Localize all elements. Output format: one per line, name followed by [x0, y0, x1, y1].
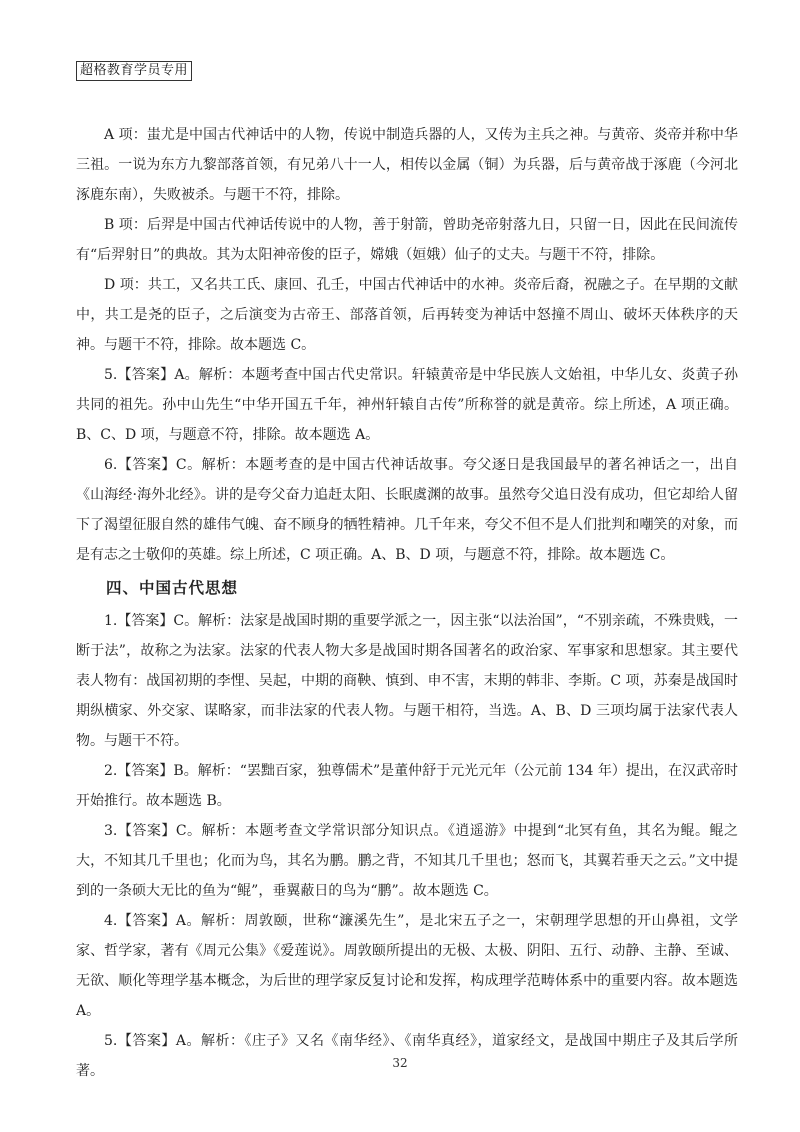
paragraph-option-b: B 项：后羿是中国古代神话传说中的人物，善于射箭，曾助尧帝射落九日，只留一日，因此在民间流传有“后羿射日”的典故。其为太阳神帝俊的臣子，嫦娥（姮娥）仙子的丈夫。与题干不符，排除。: [76, 217, 738, 263]
paragraph-answer-6: 6.【答案】C。解析：本题考查的是中国古代神话故事。夸父逐日是我国最早的著名神话之一，出自《山海经·海外北经》。讲的是夸父奋力追赶太阳、长眠虞渊的故事。虽然夸父追日没有成功，但它却给人留下了渴望征服自然的雄伟气魄、奋不顾身的牺牲精神。几千年来，夸父不但不是人们批判和嘲笑的对象，而是有志之士敬仰的英雄。综上所述，C 项正确。A、B、D 项，与题意不符，排除。故本题选 C。: [76, 457, 738, 563]
paragraph-answer-2: 2.【答案】B。解析：“罢黜百家，独尊儒术”是董仲舒于元光元年（公元前 134 年）提出，在汉武帝时开始推行。故本题选 B。: [76, 763, 738, 809]
paragraph-option-d: D 项：共工，又名共工氏、康回、孔壬，中国古代神话中的水神。炎帝后裔，祝融之子。在早期的文献中，共工是尧的臣子，之后演变为古帝王、部落首领，后再转变为神话中怒撞不周山、破坏天体秩序的天神。与题干不符，排除。故本题选 C。: [76, 277, 738, 353]
paragraph-option-a: A 项：蚩尤是中国古代神话中的人物，传说中制造兵器的人，又传为主兵之神。与黄帝、炎帝并称中华三祖。一说为东方九黎部落首领，有兄弟八十一人，相传以金属（铜）为兵器，后与黄帝战于涿鹿（今河北涿鹿东南），失败被杀。与题干不符，排除。: [76, 127, 738, 203]
paragraph-answer-1: 1.【答案】C。解析：法家是战国时期的重要学派之一，因主张“以法治国”，“不别亲疏，不殊贵贱，一断于法”，故称之为法家。法家的代表人物大多是战国时期各国著名的政治家、军事家和思想家。其主要代表人物有：战国初期的李悝、吴起，中期的商鞅、慎到、申不害，末期的韩非、李斯。C 项，苏秦是战国时期纵横家、外交家、谋略家，而非法家的代表人物。与题干相符，当选。A、B、D 三项均属于法家代表人物。与题干不符。: [76, 613, 738, 749]
paragraph-answer-4: 4.【答案】A。解析：周敦颐，世称“濂溪先生”，是北宋五子之一，宋朝理学思想的开山鼻祖，文学家、哲学家，著有《周元公集》《爱莲说》。周敦颐所提出的无极、太极、阴阳、五行、动静、主静、至诚、无欲、顺化等理学基本概念，为后世的理学家反复讨论和发挥，构成理学范畴体系中的重要内容。故本题选 A。: [76, 913, 738, 1019]
paragraph-answer-5b: 5.【答案】A。解析：《庄子》又名《南华经》、《南华真经》，道家经文，是战国中期庄子及其后学所著。: [76, 1033, 738, 1079]
page-number: 32: [392, 1056, 408, 1070]
paragraph-answer-3: 3.【答案】C。解析：本题考查文学常识部分知识点。《逍遥游》中提到“北冥有鱼，其名为鲲。鲲之大，不知其几千里也；化而为鸟，其名为鹏。鹏之背，不知其几千里也；怒而飞，其翼若垂天之云。”文中提到的一条硕大无比的鱼为“鲲”，垂翼蔽日的鸟为“鹏”。故本题选 C。: [76, 823, 738, 899]
section-title: 四、中国古代思想: [106, 578, 239, 597]
paragraph-answer-5: 5.【答案】A。解析：本题考查中国古代史常识。轩辕黄帝是中华民族人文始祖，中华儿女、炎黄子孙共同的祖先。孙中山先生“中华开国五千年，神州轩辕自古传”所称誉的就是黄帝。综上所述，A 项正确。B、C、D 项，与题意不符，排除。故本题选 A。: [76, 367, 738, 443]
header-label-box: 超格教育学员专用: [76, 61, 192, 81]
document-body: [76, 120, 738, 1086]
